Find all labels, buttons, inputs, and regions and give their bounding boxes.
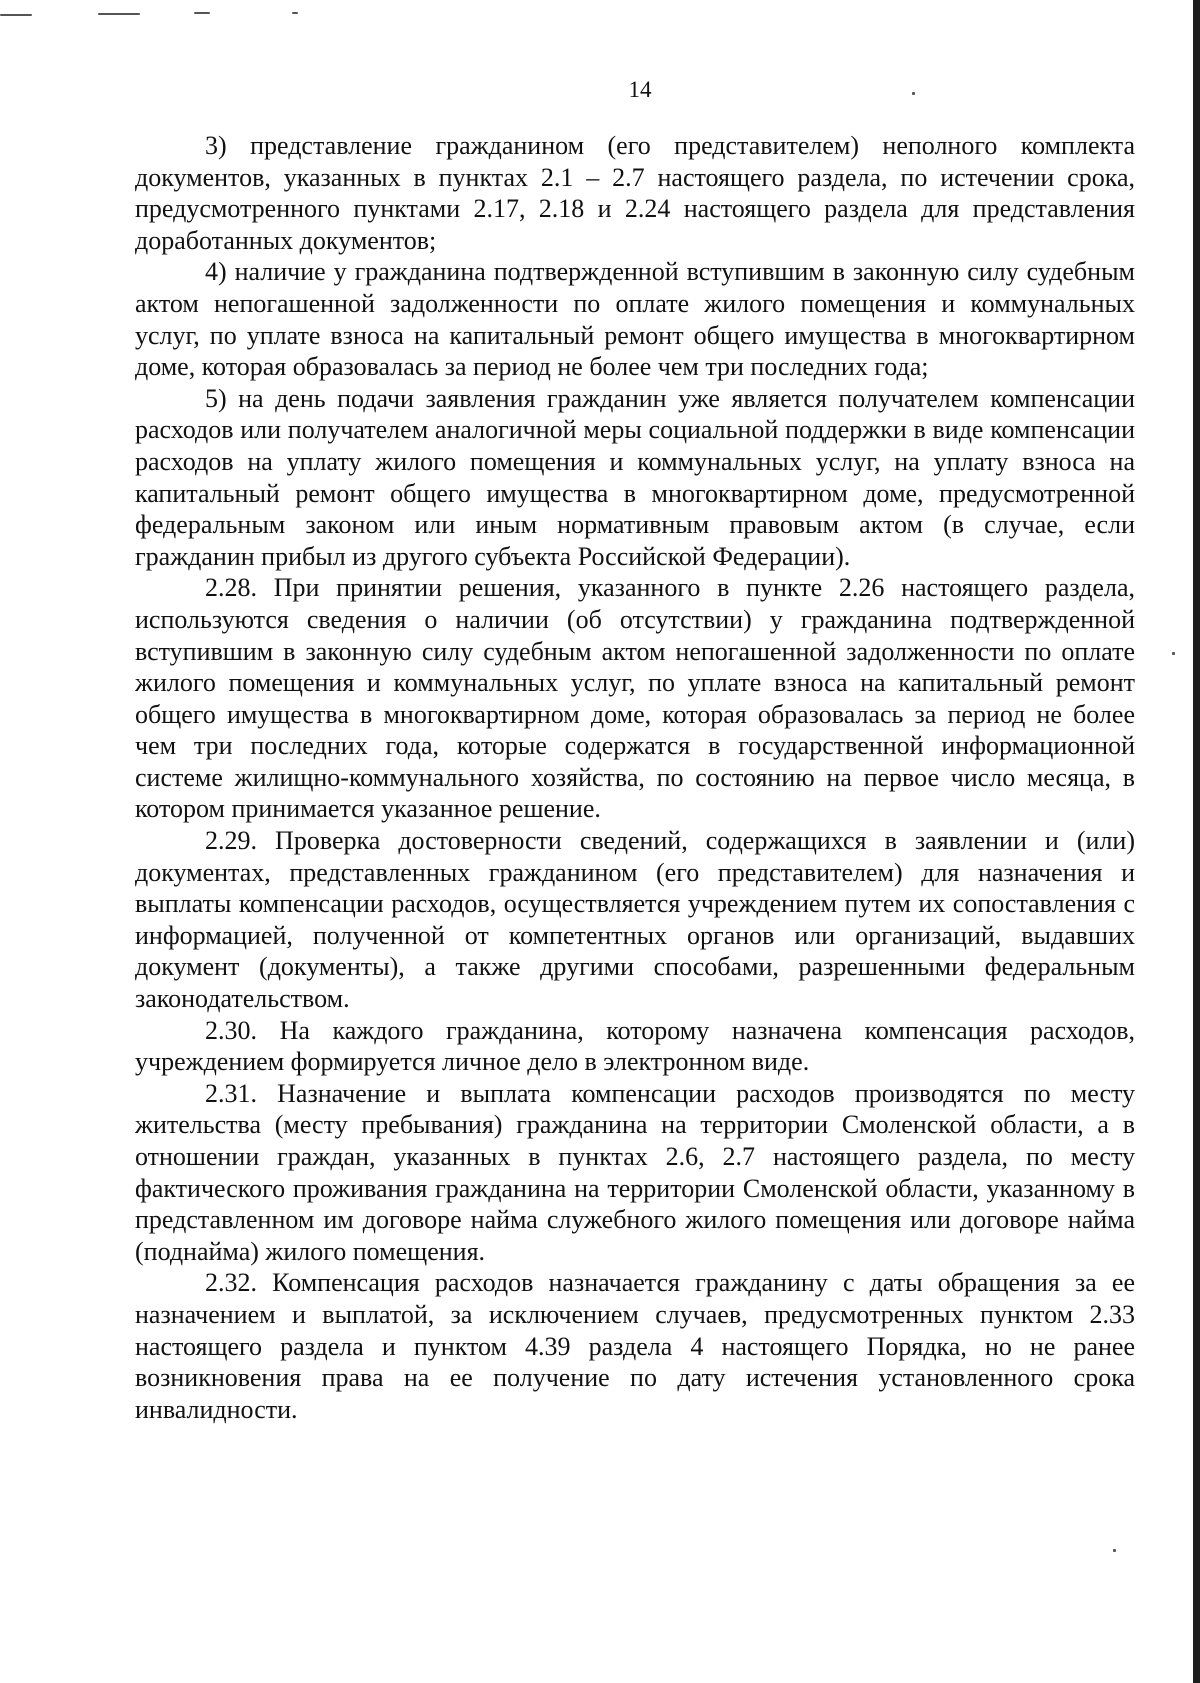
paragraph-2-29: 2.29. Проверка достоверности сведений, содержащихся в заявлении и (или) документах, представленных гражданином (его представителем) для назначения и выплаты компенсации расходов, осуществляется учреждением путем их сопоставления с информацией, полученной от компетентных органов или организаций, выдавших документ (документы), а также другими способами, разрешенными федеральным законодательством. — [135, 826, 1135, 1014]
document-body — [135, 130, 1135, 1425]
scan-speck — [0, 14, 32, 16]
scan-speck — [194, 12, 210, 14]
paragraph-item-3: 3) представление гражданином (его представителем) неполного комплекта документов, указанных в пунктах 2.1 – 2.7 настоящего раздела, по истечении срока, предусмотренного пунктами 2.17, 2.18 и 2.24 настоящего раздела для представления доработанных документов; — [135, 131, 1135, 255]
paragraph-item-5: 5) на день подачи заявления гражданин уже является получателем компенсации расходов или получателем аналогичной меры социальной поддержки в виде компенсации расходов на уплату жилого помещения и коммунальных услуг, на уплату взноса на капитальный ремонт общего имущества в многоквартирном доме, предусмотренной федеральным законом или иным нормативным правовым актом (в случае, если гражданин прибыл из другого субъекта Российской Федерации). — [135, 383, 1135, 571]
paragraph-2-31: 2.31. Назначение и выплата компенсации расходов производятся по месту жительства (месту пребывания) гражданина на территории Смоленской области, а в отношении граждан, указанных в пунктах 2.6, 2.7 настоящего раздела, по месту фактического проживания гражданина на территории Смоленской области, указанному в представленном им договоре найма служебного жилого помещения или договоре найма (поднайма) жилого помещения. — [135, 1078, 1135, 1266]
scan-edge-shadow — [1193, 0, 1200, 1683]
scan-speck — [1113, 1549, 1116, 1552]
paragraph-2-32: 2.32. Компенсация расходов назначается гражданину с даты обращения за ее назначением и выплатой, за исключением случаев, предусмотренных пунктом 2.33 настоящего раздела и пунктом 4.39 раздела 4 настоящего Порядка, но не ранее возникновения права на ее получение по дату истечения установленного срока инвалидности. — [135, 1268, 1135, 1424]
paragraph-item-4: 4) наличие у гражданина подтвержденной вступившим в законную силу судебным актом непогашенной задолженности по оплате жилого помещения и коммунальных услуг, по уплате взноса на капитальный ремонт общего имущества в многоквартирном доме, которая образовалась за период не более чем три последних года; — [135, 257, 1135, 382]
scan-speck — [98, 13, 140, 15]
paragraph-2-30: 2.30. На каждого гражданина, которому назначена компенсация расходов, учреждением формируется личное дело в электронном виде. — [135, 1015, 1135, 1077]
scan-speck — [292, 12, 298, 14]
paragraph-2-28: 2.28. При принятии решения, указанного в пункте 2.26 настоящего раздела, используются сведения о наличии (об отсутствии) у гражданина подтвержденной вступившим в законную силу судебным актом непогашенной задолженности по оплате жилого помещения и коммунальных услуг, по уплате взноса на капитальный ремонт общего имущества в многоквартирном доме, которая образовалась за период не более чем три последних года, которые содержатся в государственной информационной системе жилищно-коммунального хозяйства, по состоянию на первое число месяца, в котором принимается указанное решение. — [135, 573, 1135, 824]
scan-speck — [1172, 652, 1175, 655]
page-number: 14 — [628, 77, 652, 102]
